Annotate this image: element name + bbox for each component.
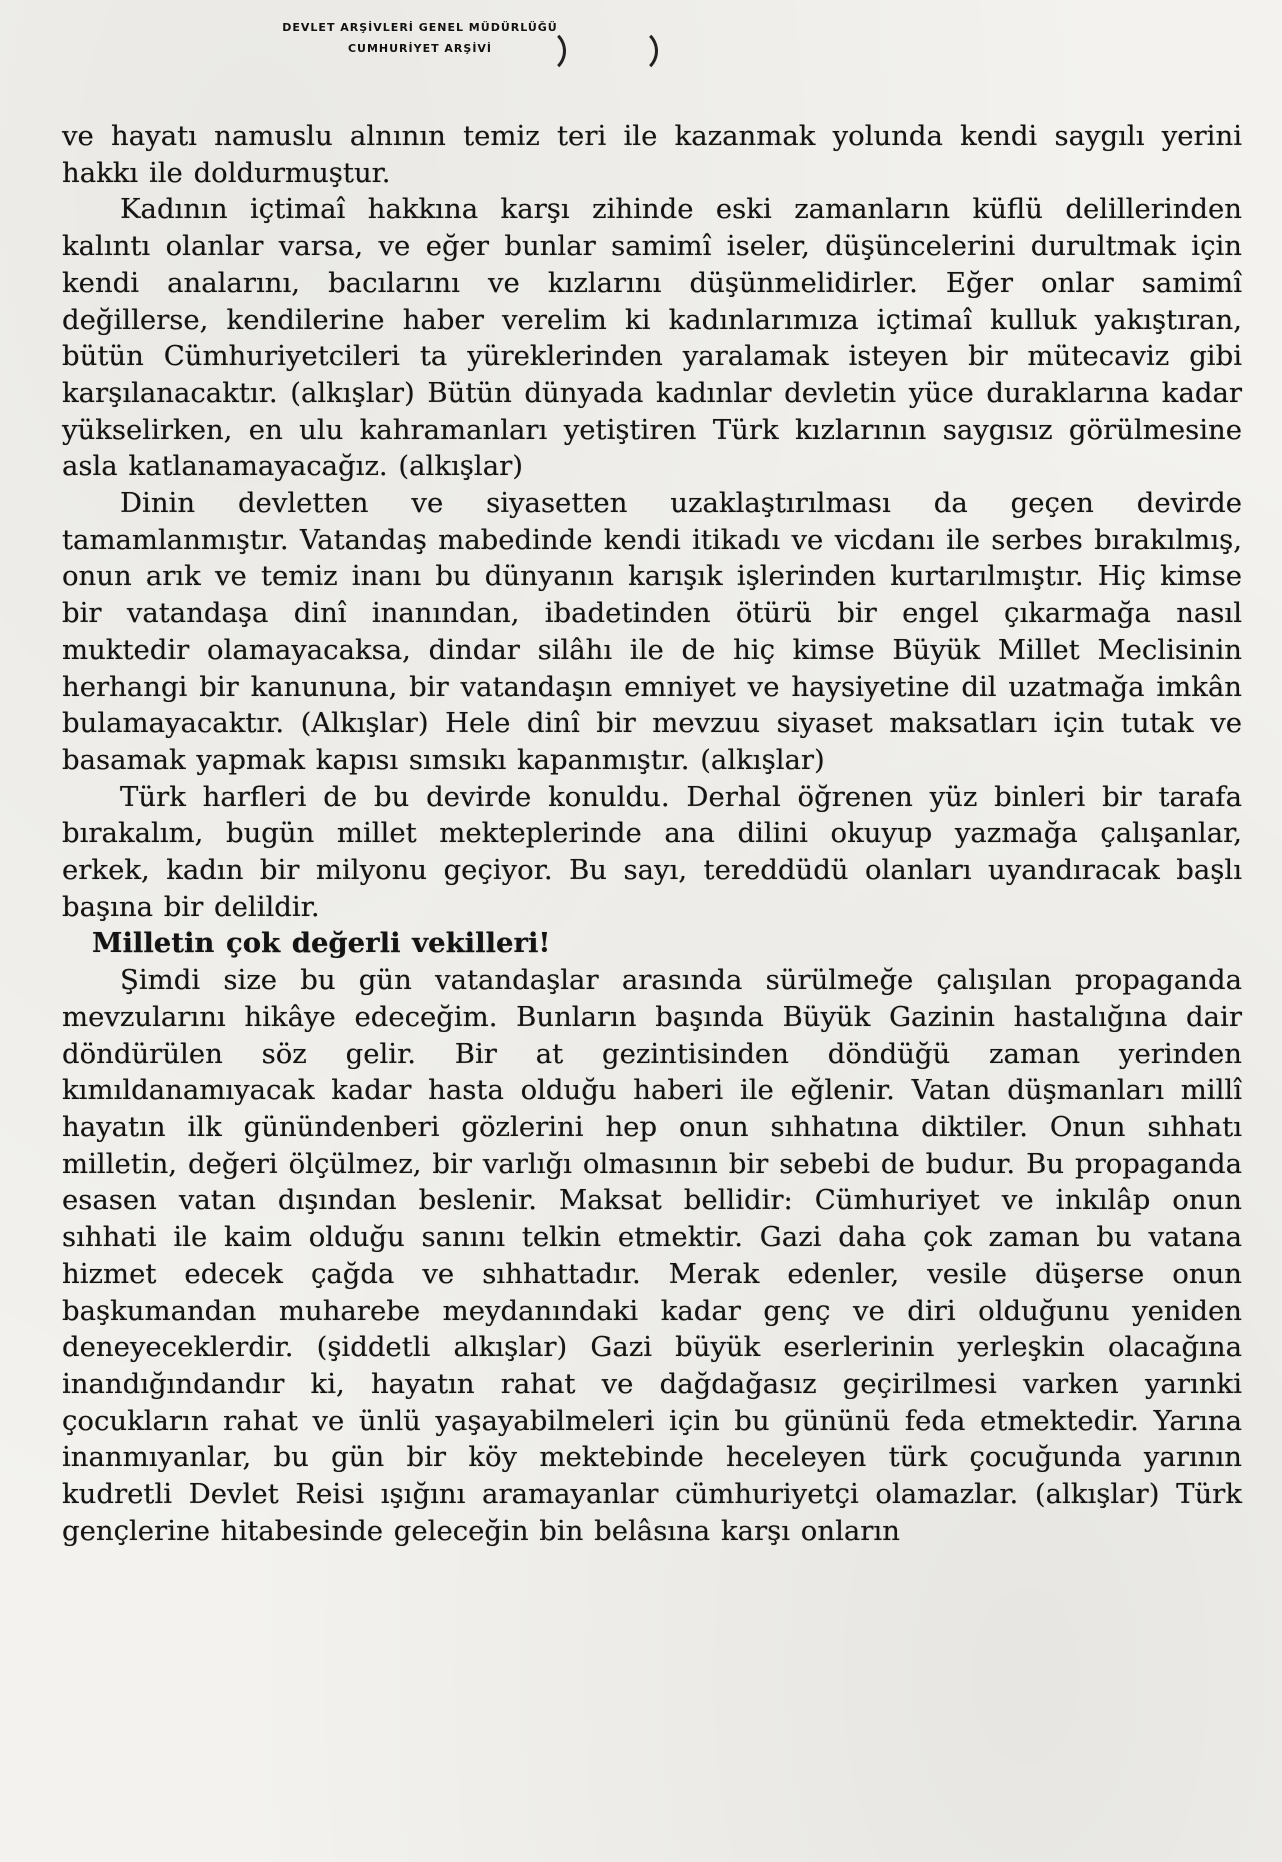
document-body xyxy=(62,118,1242,1549)
paragraph-continuation: ve hayatı namuslu alnının temiz teri ile kazanmak yolunda kendi saygılı yerini hakkı ile doldurmuştur. xyxy=(62,120,1242,189)
paragraph-turkish-letters: Türk harfleri de bu devirde konuldu. Derhal öğrenen yüz binleri bir tarafa bırakalım, bugün millet mekteplerinde ana dilini okuyup yazmağa çalışanlar, erkek, kadın bir milyonu geçiyor. Bu sayı, tereddüdü olanları uyandıracak başlı başına bir delildir. xyxy=(62,780,1242,923)
address-heading: Milletin çok değerli vekilleri! xyxy=(92,927,551,960)
paragraph-secularism: Dinin devletten ve siyasetten uzaklaştırılması da geçen devirde tamamlanmıştır. Vatandaş mabedinde kendi itikadı ve vicdanı ile serbes bırakılmış, onun arık ve temiz inanı bu dünyanın karışık işlerinden kurtarılmıştır. Hiç kimse bir vatandaşa dinî inanından, ibadetinden ötürü bir engel çıkarmağa nasıl muktedir olamayacaksa, dindar silâhı ile de hiç kimse Büyük Millet Meclisinin herhangi bir kanununa, bir vatandaşın emniyet ve haysiyetine dil uzatmağa imkân bulamayacaktır. (Alkışlar) Hele dinî bir mevzuu siyaset maksatları için tutak ve basamak yapmak kapısı sımsıkı kapanmıştır. (alkışlar) xyxy=(62,487,1242,776)
paragraph-women-rights: Kadının içtimaî hakkına karşı zihinde eski zamanların küflü delillerinden kalıntı olanlar varsa, ve eğer bunlar samimî iseler, düşüncelerini durultmak için kendi analarını, bacılarını ve kızlarını düşünmelidirler. Eğer onlar samimî değillerse, kendilerine haber verelim ki kadınlarımıza içtimaî kulluk yakıştıran, bütün Cümhuriyetcileri ta yüreklerinden yaralamak isteyen bir mütecaviz gibi karşılanacaktır. (alkışlar) Bütün dünyada kadınlar devletin yüce duraklarına kadar yükselirken, en ulu kahramanları yetiştiren Türk kızlarının saygısız görülmesine asla katlanamayacağız. (alkışlar) xyxy=(62,193,1242,483)
stamp-arc-right xyxy=(612,28,658,74)
paragraph-propaganda: Şimdi size bu gün vatandaşlar arasında sürülmeğe çalışılan propaganda mevzularını hikâye edeceğim. Bunların başında Büyük Gazinin hastalığına dair döndürülen söz gelir. Bir at gezintisinden döndüğü zaman yerinden kımıldanamıyacak kadar hasta olduğu haberi ile eğlenir. Vatan düşmanları millî hayatın ilk günündenberi gözlerini hep onun sıhhatına diktiler. Onun sıhhatı milletin, değeri ölçülmez, bir varlığı olmasının bir sebebi de budur. Bu propaganda esasen vatan dışından beslenir. Maksat bellidir: Cümhuriyet ve inkılâp onun sıhhati ile kaim olduğu sanını telkin etmektir. Gazi daha çok zaman bu vatana hizmet edecek çağda ve sıhhattadır. Merak edenler, vesile düşerse onun başkumandan muharebe meydanındaki kadar genç ve diri olduğunu yeniden deneyeceklerdir. (şiddetli alkışlar) Gazi büyük eserlerinin yerleşkin olacağına inandığındandır ki, hayatın rahat ve dağdağasız geçirilmesi varken yarınki çocukların rahat ve ünlü yaşayabilmeleri için bu gününü feda etmektedir. Yarına inanmıyanlar, bu gün bir köy mektebinde heceleyen türk çocuğunda yarının kudretli Devlet Reisi ışığını aramayanlar cümhuriyetçi olamazlar. (alkışlar) Türk gençlerine hitabesinde geleceğin bin belâsına karşı onların xyxy=(62,964,1242,1547)
stamp-arc-left xyxy=(520,28,566,74)
archive-stamp-line1: DEVLET ARŞİVLERİ GENEL MÜDÜRLÜĞÜ xyxy=(282,21,558,34)
archive-stamp-line2: CUMHURİYET ARŞİVİ xyxy=(347,42,493,55)
